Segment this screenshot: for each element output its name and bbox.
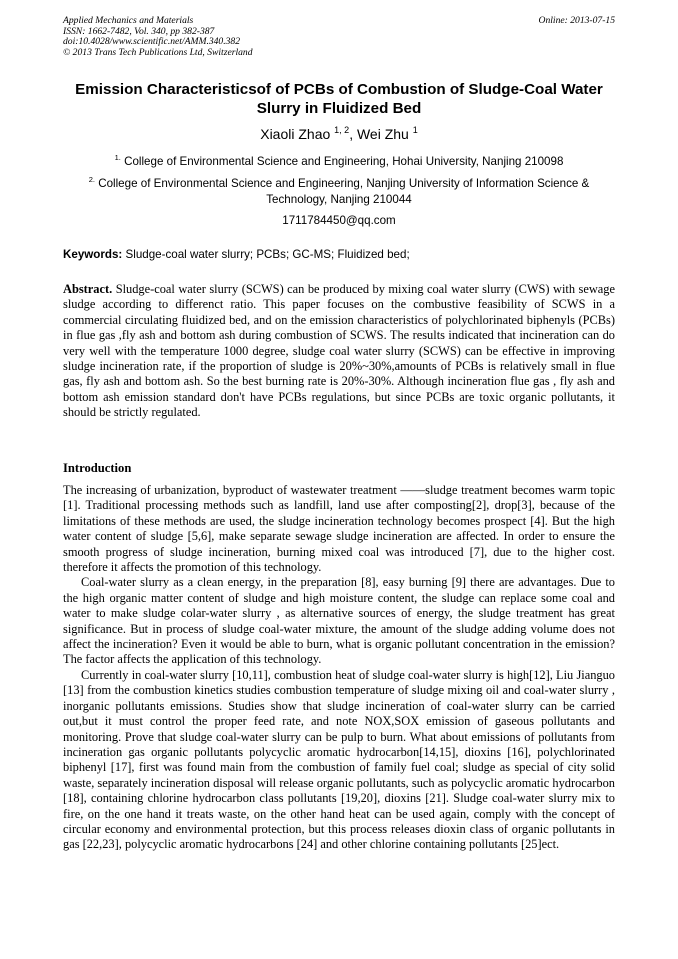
author-affiliation-mark: 1 (412, 125, 418, 135)
keywords (63, 247, 615, 263)
section-heading-introduction: Introduction (63, 461, 132, 475)
affiliation-text: College of Environmental Science and Engineering, Nanjing University of Information Science & Technology, Nanjing 210044 (98, 177, 590, 206)
author-name: Xiaoli Zhao (260, 126, 331, 142)
abstract-label: Abstract. (63, 282, 113, 296)
affiliation-text: College of Environmental Science and Engineering, Hohai University, Nanjing 210098 (124, 155, 564, 168)
affiliation-1 (63, 154, 615, 170)
author-email: 1711784450@qq.com (282, 214, 396, 227)
affiliation-2 (63, 176, 615, 208)
author-line (63, 125, 615, 143)
paragraph: The increasing of urbanization, byproduct of wastewater treatment ——sludge treatment becomes warm topic [1]. Traditional processing methods such as landfill, land use after composting[2], drop[3], because of the limitations of these methods are used, the sludge incineration technology becomes prospect [4]. But the high water content of sludge [5,6], make separate sewage sludge incineration are affected. In order to ensure the smooth progress of sludge incineration, burning mixed coal was introduced [7], due to the higher cost. therefore it affects the promotion of this technology. (63, 483, 615, 575)
introduction-body (63, 483, 615, 853)
online-date: Online: 2013-07-15 (538, 15, 615, 26)
journal-header (63, 16, 253, 58)
issn-line: ISSN: 1662-7482, Vol. 340, pp 382-387 (63, 25, 215, 37)
doi-line: doi:10.4028/www.scientific.net/AMM.340.382 (63, 36, 241, 48)
affiliation-mark: 1. (114, 153, 121, 162)
abstract-text: Sludge-coal water slurry (SCWS) can be produced by mixing coal water slurry (CWS) with sewage sludge according to differenct ratio. This paper focuses on the combustive feasibility of SCWS in a commercial circulating fluidized bed, and on the emission characteristics of polychlorinated biphenyls (PCBs) in flue gas ,fly ash and bottom ash during combustion of SCWS. The results indicated that incineration can do very well with the temperature 1000 degree, sludge coal water slurry (SCWS) can be effective in improving sludge incineration rate, if the proportion of sludge is 20%~30%,amounts of PCBs is relatively small in flue gas, fly ash and bottom ash. So the best burning rate is 20%-30%. Although incineration flue gas , fly ash and bottom ash emission standard don't have PCBs regulations, but since PCBs are toxic organic pollutants, it should be strictly regulated. (63, 282, 615, 420)
paragraph: Currently in coal-water slurry [10,11], combustion heat of sludge coal-water slurry is high[12], Liu Jianguo [13] from the combustion kinetics studies combustion temperature of sludge mixing oil and coal-water slurry , inorganic pollutants emissions. Studies show that sludge incineration of coal-water slurry can be carried out,but it must control the proper feed rate, and note NOX,SOX emission of gaseous pollutants and monitoring. Prove that sludge coal-water slurry can be pulp to burn. What about emissions of pollutants from incineration gas organic pollutants polycyclic aromatic hydrocarbon[14,15], dioxins [16], polychlorinated biphenyl [17], first was found main from the combustion of family fuel coal; sludge as special of city solid waste, separately incineration disposal will release organic pollutants, such as polycyclic aromatic hydrocarbon [18], containing chlorine hydrocarbon class pollutants [19,20], dioxins [21]. Sludge coal-water slurry mix to fire, on the one hand it treats waste, on the other hand heat can be used again, comply with the concept of circular economy and environmental protection, but this process releases dioxin class of organic pollutants in gas [22,23], polycyclic aromatic hydrocarbons [24] and other chlorine containing pollutants [25]ect. (63, 667, 615, 852)
author-name: Wei Zhu (356, 126, 409, 142)
author-affiliation-mark: 1, 2 (334, 125, 350, 135)
author-separator: , (349, 126, 357, 142)
journal-name: Applied Mechanics and Materials (63, 15, 194, 26)
keywords-text: Sludge-coal water slurry; PCBs; GC-MS; Fluidized bed; (125, 248, 410, 261)
affiliation-mark: 2. (88, 175, 95, 184)
abstract (63, 282, 615, 421)
paragraph: Coal-water slurry as a clean energy, in the preparation [8], easy burning [9] there are advantages. Due to the high organic matter content of sludge and high moisture content, the sludge can replace some coal and water to make sludge colar-water slurry , as alternative sources of energy, the sludge treatment has great significance. But in process of sludge coal-water mixture, the amount of the sludge adding volume does not affect the incineration? Even it would be able to burn, what is organic pollutant concentration in the emission? The factor affects the application of this technology. (63, 575, 615, 667)
copyright-line: © 2013 Trans Tech Publications Ltd, Switzerland (63, 46, 253, 58)
paper-title: Emission Characteristicsof of PCBs of Combustion of Sludge-Coal Water Slurry in Fluidized Bed (75, 81, 603, 117)
keywords-label: Keywords: (63, 248, 123, 261)
